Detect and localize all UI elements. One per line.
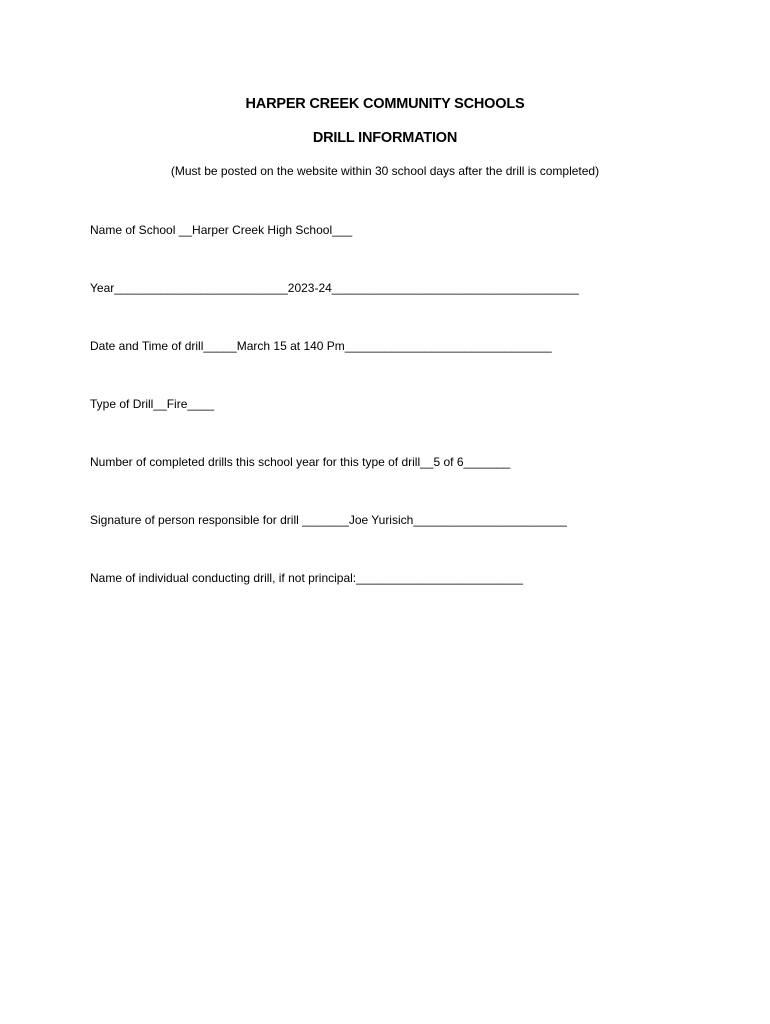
form-title: DRILL INFORMATION	[312, 130, 458, 146]
completed-drills-field: Number of completed drills this school year for this type of drill__5 of 6_______	[90, 455, 511, 469]
signature-field: Signature of person responsible for drill _______Joe Yurisich_______________________	[90, 513, 567, 527]
year-field: Year__________________________2023-24_____________________________________	[90, 281, 579, 295]
conductor-name-field: Name of individual conducting drill, if not principal:_________________________	[90, 571, 523, 585]
posting-instruction: (Must be posted on the website within 30 school days after the drill is completed)	[170, 164, 600, 178]
organization-heading: HARPER CREEK COMMUNITY SCHOOLS	[245, 96, 525, 112]
school-name-field: Name of School __Harper Creek High School___	[90, 223, 353, 237]
drill-type-field: Type of Drill__Fire____	[90, 397, 215, 411]
date-time-field: Date and Time of drill_____March 15 at 140 Pm_______________________________	[90, 339, 552, 353]
